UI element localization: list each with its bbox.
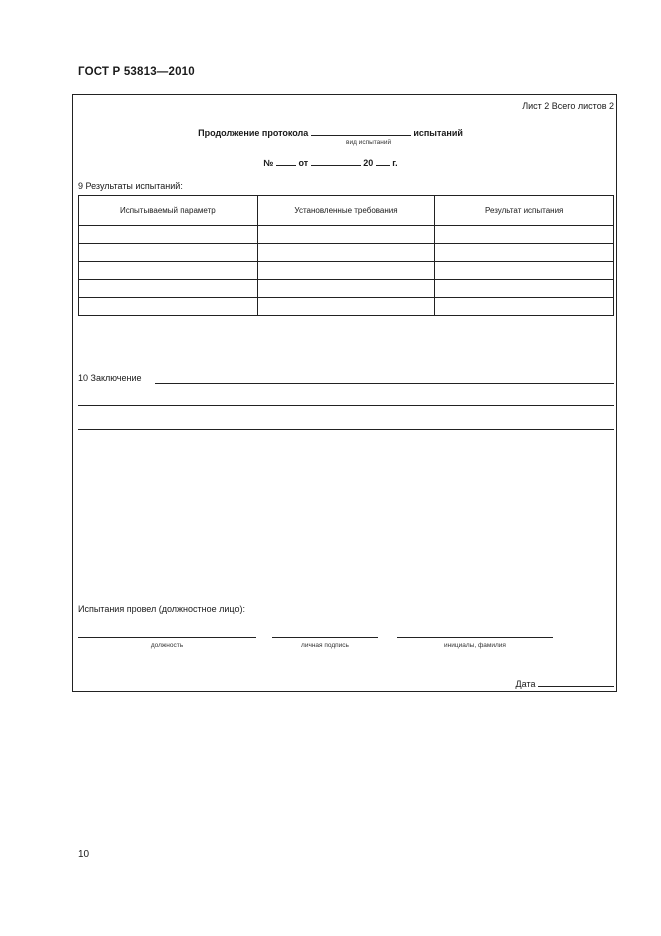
title-suffix: испытаний	[413, 128, 463, 138]
signature-caption: личная подпись	[301, 642, 349, 649]
table-cell[interactable]	[79, 244, 258, 262]
table-cell[interactable]	[79, 262, 258, 280]
year-label: 20	[363, 158, 374, 168]
number-field[interactable]	[276, 156, 296, 166]
date-input[interactable]	[538, 677, 614, 687]
sheet-info: Лист 2 Всего листов 2	[522, 101, 614, 111]
table-cell[interactable]	[435, 262, 614, 280]
table-cell[interactable]	[257, 262, 435, 280]
table-cell[interactable]	[257, 298, 435, 316]
protocol-number-line	[0, 156, 661, 168]
signature-heading: Испытания провел (должностное лицо):	[78, 604, 245, 614]
position-field[interactable]	[78, 637, 256, 638]
column-header-parameter: Испытываемый параметр	[79, 196, 258, 226]
conclusion-line-2[interactable]	[78, 405, 614, 406]
test-type-field[interactable]	[311, 126, 411, 136]
table-cell[interactable]	[435, 298, 614, 316]
year-suffix: г.	[392, 158, 398, 168]
table-cell[interactable]	[79, 226, 258, 244]
column-header-requirements: Установленные требования	[257, 196, 435, 226]
table-cell[interactable]	[435, 280, 614, 298]
table-row	[79, 262, 614, 280]
table-cell[interactable]	[257, 226, 435, 244]
page-number: 10	[78, 849, 90, 860]
conclusion-heading: 10 Заключение	[78, 373, 142, 383]
conclusion-line-1[interactable]	[155, 383, 614, 384]
table-cell[interactable]	[257, 280, 435, 298]
table-row	[79, 226, 614, 244]
document-code: ГОСТ Р 53813—2010	[78, 66, 195, 78]
name-caption: инициалы, фамилия	[444, 642, 506, 649]
table-row	[79, 244, 614, 262]
name-field[interactable]	[397, 637, 553, 638]
results-heading: 9 Результаты испытаний:	[78, 181, 183, 191]
date-label: Дата	[515, 679, 536, 689]
table-cell[interactable]	[79, 280, 258, 298]
protocol-title	[0, 126, 661, 138]
table-cell[interactable]	[435, 226, 614, 244]
from-label: от	[298, 158, 309, 168]
table-cell[interactable]	[435, 244, 614, 262]
number-label: №	[263, 158, 274, 168]
table-row	[79, 298, 614, 316]
date-field[interactable]	[311, 156, 361, 166]
table-row	[79, 280, 614, 298]
results-table	[78, 195, 614, 316]
title-prefix: Продолжение протокола	[198, 128, 309, 138]
signature-field[interactable]	[272, 637, 378, 638]
table-cell[interactable]	[79, 298, 258, 316]
table-cell[interactable]	[257, 244, 435, 262]
test-type-caption: вид испытаний	[346, 139, 392, 146]
year-field[interactable]	[376, 156, 390, 166]
position-caption: должность	[150, 642, 184, 649]
conclusion-line-3[interactable]	[78, 429, 614, 430]
date-line	[516, 677, 614, 689]
table-header-row	[79, 196, 614, 226]
column-header-result: Результат испытания	[435, 196, 614, 226]
